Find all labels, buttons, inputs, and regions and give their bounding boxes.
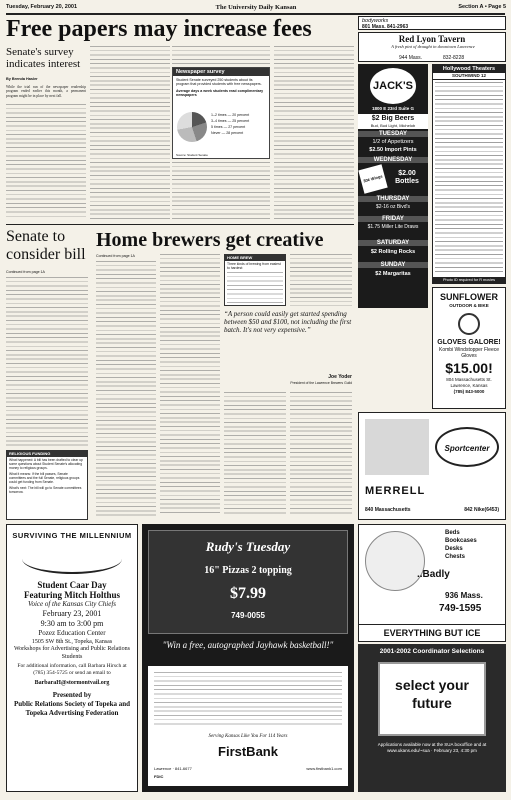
hollywood-name: Hollywood Theaters — [433, 65, 505, 73]
jacks-deal: $2 Rolling Rocks — [370, 249, 416, 255]
rudys-name: Rudy's Tuesday — [205, 539, 291, 554]
survey-source: Source: Student Senate — [176, 153, 208, 157]
coordinator-note: Applications available now at the SUA boxoffice and at www.ukans.edu/~sua · February 23, 4:30 pm — [377, 742, 487, 753]
brewers-col-4 — [290, 392, 352, 516]
senate-box-title: RELIGIOUS FUNDING — [7, 451, 87, 457]
jacks-deal: $2.50 Import Pints — [369, 147, 417, 153]
story-lead: While the trial run of the newspaper readership program ended earlier this month, a permanent program might be in place by next fall. — [6, 85, 86, 98]
bodyworks-ad[interactable] — [358, 16, 506, 30]
firstbank-addr: Lawrence · 841-6677 — [154, 766, 192, 771]
survey-question: Average days a week students read complimentary newspapers — [176, 88, 264, 97]
survey-row: 1–2 times — 20 percent — [211, 113, 250, 117]
sunflower-addr: 804 Massachusetts St. Lawrence, Kansas — [446, 377, 492, 388]
brew-box-title: HOME BREW — [225, 255, 285, 261]
survey-pie-chart — [177, 112, 207, 142]
millennium-graphic — [22, 544, 122, 574]
rudys-header — [148, 530, 348, 634]
survey-row: Never — 28 percent — [211, 131, 244, 135]
furniture-addr: 936 Mass. — [445, 591, 483, 600]
millennium-featuring: Featuring Mitch Holthus — [24, 590, 120, 600]
rudys-deal: 16" Pizzas 2 topping — [204, 565, 292, 576]
jacks-beer: $2 Big Beers Bud, Bud Light, Michelob — [358, 114, 428, 129]
rudys-price: $7.99 — [230, 585, 266, 602]
senate-cont: Continued from page 1A — [6, 270, 45, 274]
senate-item: What happened: A bill has been drafted to clear up some questions about Student Senate's allocating money to religious groups. — [9, 458, 83, 470]
page-header — [6, 3, 506, 12]
redlyon-name: Red Lyon Tavern — [398, 34, 466, 44]
millennium-email[interactable]: BarbaraH@stormontvail.org — [34, 680, 110, 686]
boot-image — [365, 419, 429, 475]
rudys-phone: 749-0055 — [231, 611, 265, 620]
brewers-col-2 — [160, 254, 220, 516]
sportcenter-ad[interactable] — [358, 412, 506, 520]
story-title: Senate's survey indicates interest — [6, 46, 81, 70]
millennium-time: 9:30 am to 3:00 pm — [40, 619, 104, 628]
rudys-tagline: "Win a free, autographed Jayhawk basketball!" — [162, 640, 334, 650]
millennium-place: Pozez Education Center — [38, 629, 106, 637]
story-col-3-bottom — [172, 162, 270, 220]
jacks-deal: 1/2 of Appetizers — [372, 139, 414, 145]
fdic-logo: FDIC — [154, 774, 164, 779]
brew-infobox — [224, 254, 286, 306]
millennium-role: Voice of the Kansas City Chiefs — [27, 600, 117, 608]
quote-role: President of the Lawrence Brewers Guild — [290, 381, 352, 385]
sunflower-gloves: GLOVES GALORE! — [437, 339, 501, 346]
brewers-col-3 — [224, 392, 286, 516]
furniture-lines: Beds Bookcases Desks Chests — [445, 530, 477, 560]
millennium-event: Student Caar Day — [37, 580, 107, 590]
survey-legend — [211, 112, 267, 136]
brewers-title: Home brewers get creative — [96, 229, 324, 251]
quote-name: Joe Yoder — [328, 374, 352, 380]
brewers-col-4-top — [290, 254, 352, 306]
furniture-illustration — [365, 531, 425, 591]
millennium-date: February 23, 2001 — [42, 609, 102, 618]
senate-item: What it means: If the bill passes, Senate committees and the full Senate, religious groups could get funding from Senate. — [9, 472, 80, 484]
sunflower-sub: OUTDOOR & BIKE — [449, 303, 489, 308]
survey-row: 3–4 times — 25 percent — [211, 119, 250, 123]
coordinator-word: select your future — [378, 662, 486, 736]
millennium-workshops: Workshops for Advertising and Public Relations Students — [13, 646, 130, 660]
page-headline: Free papers may increase fees — [6, 16, 312, 42]
coordinator-title: 2001-2002 Coordinator Selections — [379, 648, 485, 655]
header-date: Tuesday, February 20, 2001 — [6, 4, 78, 10]
firstbank-logo: FirstBank — [218, 744, 278, 759]
sportcenter-phone: 842 Nike(6453) — [464, 507, 499, 513]
coordinator-ad[interactable] — [358, 644, 506, 792]
merrell-logo: MERRELL — [365, 485, 426, 497]
header-paper: The University Daily Kansan — [215, 4, 297, 11]
firstbank-site[interactable]: www.firstbank1.com — [306, 766, 342, 771]
firstbank-tag: Serving Kansas Like You For 114 Years — [208, 734, 288, 739]
header-section: Section A • Page 5 — [458, 4, 506, 10]
jacks-ad[interactable] — [358, 64, 428, 308]
survey-title: Newspaper survey — [173, 68, 269, 76]
rudys-ad[interactable] — [142, 524, 354, 792]
redlyon-addr: 944 Mass. — [399, 55, 423, 61]
survey-graphic — [172, 67, 270, 159]
section-rule — [6, 224, 354, 225]
jacks-day: FRIDAY — [358, 216, 428, 222]
hollywood-footer: Photo ID required for R movies — [433, 277, 505, 283]
furniture-footer: EVERYTHING BUT ICE — [359, 624, 505, 641]
sportcenter-addr: 840 Massachusetts — [365, 507, 411, 513]
jacks-deal: $1.75 Miller Lite Draws — [367, 224, 419, 230]
redlyon-phone: 832-8228 — [443, 55, 465, 61]
redlyon-tag: A fresh pint of draught in downtown Lawrence — [391, 44, 475, 49]
sunflower-name: SUNFLOWER — [440, 292, 498, 302]
firstbank-ad[interactable] — [148, 666, 348, 786]
story-col-1 — [6, 104, 86, 220]
story-col-2 — [90, 46, 170, 220]
jacks-logo: JACK'S — [370, 68, 416, 104]
story-col-4 — [274, 46, 354, 220]
story-byline: By Brenda Hasler — [6, 77, 38, 81]
senate-body — [6, 277, 88, 447]
millennium-org: Public Relations Society of Topeka and Topeka Advertising Federation — [13, 700, 131, 717]
sunflower-price: $15.00! — [445, 360, 493, 376]
jacks-deal: $2-16 oz Bivd's — [375, 204, 411, 210]
jacks-day: TUESDAY — [358, 131, 428, 137]
jacks-day: SUNDAY — [358, 262, 428, 268]
jacks-day: THURSDAY — [358, 196, 428, 202]
firstbank-copy — [154, 672, 342, 728]
survey-row: 5 times — 27 percent — [211, 125, 246, 129]
brew-box-text: Three kinds of brewing from easiest to hardest: — [227, 262, 281, 270]
jacks-deal: $2 Margaritas — [375, 271, 411, 277]
millennium-presented: Presented by — [52, 691, 92, 699]
sunflower-logo — [458, 313, 480, 335]
jacks-deal: $2.00 Bottles — [395, 170, 419, 185]
jacks-day: WEDNESDAY — [358, 157, 428, 163]
survey-intro: Student Senate surveyed 250 students about its program that provided students with free newspapers. — [176, 78, 262, 87]
furniture-phone: 749-1595 — [439, 603, 482, 614]
jacks-addr: 1800 E 23rd Suite G — [371, 106, 415, 111]
bodyworks-phone: 801 Mass. 841-2963 — [362, 24, 409, 30]
furniture-name: ..Badly — [417, 569, 450, 580]
millennium-addr: 1505 SW 8th St., Topeka, Kansas — [31, 639, 113, 645]
senate-title: Senate to consider bill — [6, 228, 86, 263]
sunflower-brand: Kombi Windstopper Fleece Gloves — [438, 347, 500, 359]
sportcenter-logo: Sportcenter — [435, 427, 499, 467]
sunflower-ad[interactable] — [432, 287, 506, 409]
jacks-burst: 30¢ Wings — [358, 164, 387, 193]
brewers-cont: Continued from page 1A — [96, 254, 135, 258]
redlyon-ad[interactable] — [358, 32, 506, 62]
brewers-col-1 — [96, 261, 156, 516]
showtimes-list — [435, 82, 503, 272]
hollywood-ad[interactable] — [432, 64, 506, 284]
pull-quote: “A person could easily get started spending between $50 and $100, not including the first batch. It's not very expensive.” — [224, 310, 352, 334]
furniture-ad[interactable] — [358, 524, 506, 642]
senate-item: What's next: The bill will go to Senate committees tomorrow. — [9, 486, 82, 494]
story-col-3-top — [172, 46, 270, 66]
jacks-day: SATURDAY — [358, 240, 428, 246]
senate-infobox — [6, 450, 88, 520]
millennium-info: For additional information, call Barbara Hirsch at (785) 354-5725 or send an email to — [17, 663, 127, 676]
millennium-banner: SURVIVING THE MILLENNIUM — [12, 531, 132, 540]
hollywood-sub: SOUTHWIND 12 — [433, 73, 505, 80]
sunflower-phone: (785) 843-5000 — [453, 389, 485, 394]
bodyworks-name: bodyworks — [362, 18, 389, 24]
millennium-ad[interactable] — [6, 524, 138, 792]
